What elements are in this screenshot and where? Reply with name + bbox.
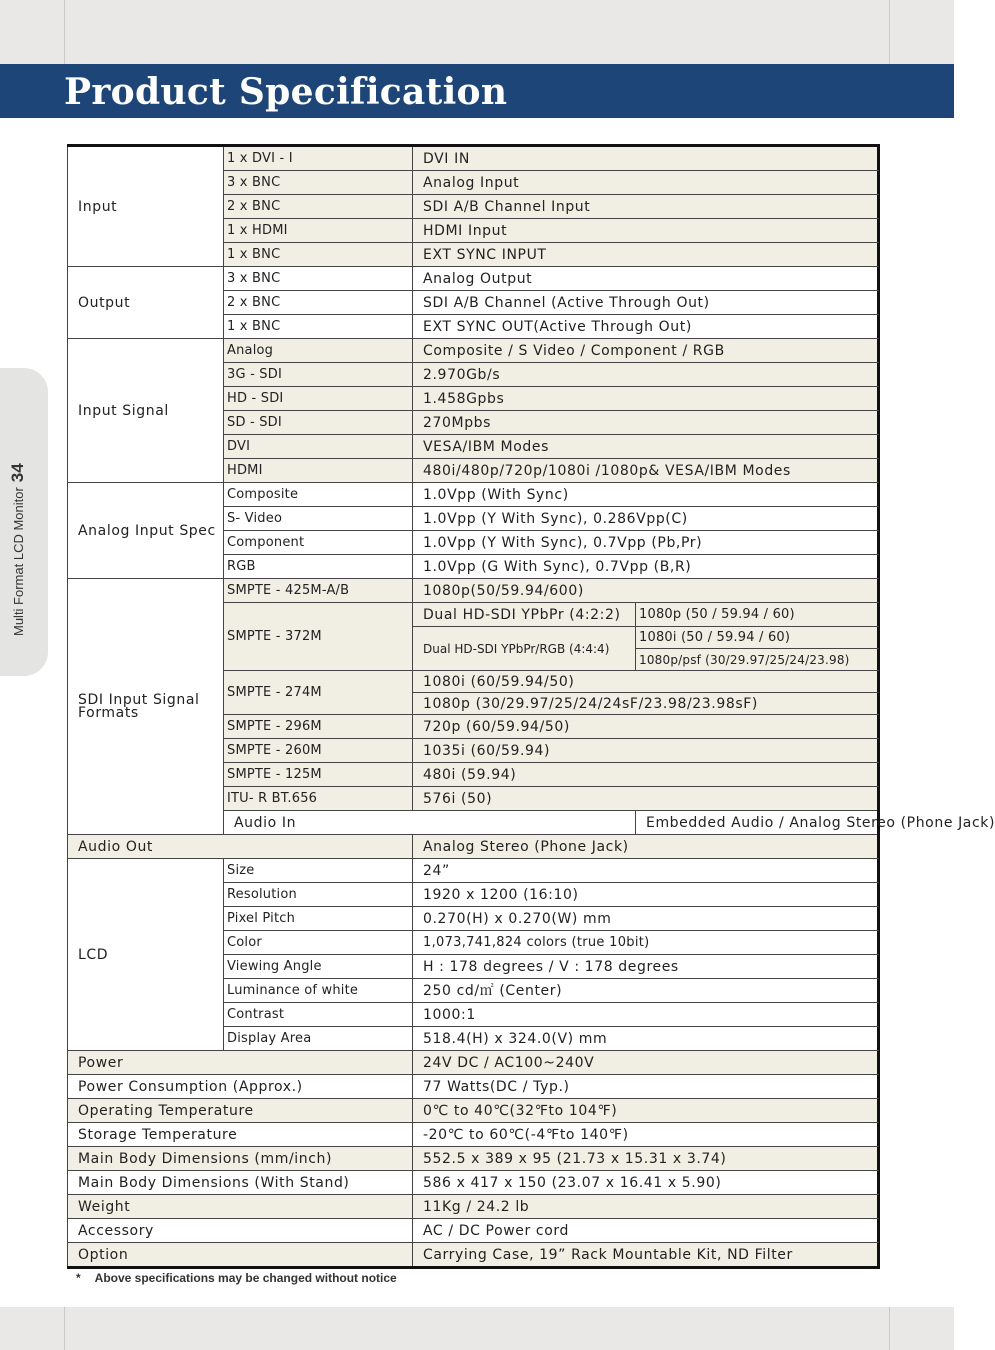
table-row bbox=[68, 146, 879, 171]
table-row bbox=[68, 1123, 879, 1147]
page-number: 34 bbox=[8, 463, 27, 483]
value-cell: 480i (59.94) bbox=[413, 763, 879, 787]
type-cell: RGB bbox=[224, 555, 413, 579]
footnote bbox=[76, 1271, 397, 1285]
bottom-margin-line-right bbox=[889, 1307, 890, 1350]
std-cell: SMPTE - 425M-A/B bbox=[224, 579, 413, 603]
port-cell: 1 x HDMI bbox=[224, 219, 413, 243]
desc-cell: HDMI Input bbox=[413, 219, 879, 243]
side-tab-label bbox=[8, 463, 28, 636]
lcd-value: 0.270(H) x 0.270(W) mm bbox=[413, 907, 879, 931]
misc-label: Option bbox=[68, 1243, 413, 1268]
title-bar bbox=[0, 64, 954, 118]
std-cell: SMPTE - 274M bbox=[224, 671, 413, 715]
top-margin-line-left bbox=[64, 0, 65, 64]
value-cell: 1.458Gpbs bbox=[413, 387, 879, 411]
value-cell: 720p (60/59.94/50) bbox=[413, 715, 879, 739]
port-cell: 3 x BNC bbox=[224, 171, 413, 195]
product-name: Multi Format LCD Monitor bbox=[11, 487, 26, 636]
lcd-value: 1920 x 1200 (16:10) bbox=[413, 883, 879, 907]
misc-label: Main Body Dimensions (mm/inch) bbox=[68, 1147, 413, 1171]
group-label-analog-input-spec: Analog Input Spec bbox=[68, 483, 224, 579]
type-cell: DVI bbox=[224, 435, 413, 459]
desc-cell: EXT SYNC INPUT bbox=[413, 243, 879, 267]
type-cell: S- Video bbox=[224, 507, 413, 531]
desc-cell: SDI A/B Channel (Active Through Out) bbox=[413, 291, 879, 315]
value-cell: 576i (50) bbox=[413, 787, 879, 811]
bottom-band bbox=[0, 1307, 954, 1350]
misc-value: 552.5 x 389 x 95 (21.73 x 15.31 x 3.74) bbox=[413, 1147, 879, 1171]
lcd-value: 518.4(H) x 324.0(V) mm bbox=[413, 1027, 879, 1051]
lcd-item: Resolution bbox=[224, 883, 413, 907]
value-cell: 1080p(50/59.94/600) bbox=[413, 579, 879, 603]
misc-value: -20℃ to 60℃(-4℉to 140℉) bbox=[413, 1123, 879, 1147]
table-row bbox=[68, 267, 879, 291]
value-cell: 1080p (30/29.97/25/24/24sF/23.98/23.98sF) bbox=[413, 693, 879, 715]
format-cell: 1080p (50 / 59.94 / 60) bbox=[636, 603, 879, 627]
audio-out-label: Audio Out bbox=[68, 835, 413, 859]
value-cell: 1.0Vpp (With Sync) bbox=[413, 483, 879, 507]
lcd-item: Contrast bbox=[224, 1003, 413, 1027]
misc-value: 586 x 417 x 150 (23.07 x 16.41 x 5.90) bbox=[413, 1171, 879, 1195]
top-margin-line-right bbox=[889, 0, 890, 64]
port-cell: 3 x BNC bbox=[224, 267, 413, 291]
lcd-value: 1,073,741,824 colors (true 10bit) bbox=[413, 931, 879, 955]
footnote-text: Above specifications may be changed without notice bbox=[94, 1271, 397, 1285]
value-cell: 1.0Vpp (G With Sync), 0.7Vpp (B,R) bbox=[413, 555, 879, 579]
misc-value: Carrying Case, 19” Rack Mountable Kit, ND Filter bbox=[413, 1243, 879, 1268]
lcd-item: Luminance of white bbox=[224, 979, 413, 1003]
port-cell: 2 x BNC bbox=[224, 291, 413, 315]
table-row bbox=[68, 1051, 879, 1075]
type-cell: Composite bbox=[224, 483, 413, 507]
table-row bbox=[68, 1147, 879, 1171]
type-cell: Component bbox=[224, 531, 413, 555]
misc-label: Operating Temperature bbox=[68, 1099, 413, 1123]
group-label-input-signal: Input Signal bbox=[68, 339, 224, 483]
footnote-asterisk: * bbox=[76, 1271, 81, 1285]
misc-value: 11Kg / 24.2 lb bbox=[413, 1195, 879, 1219]
std-cell: SMPTE - 372M bbox=[224, 603, 413, 671]
value-cell: 1080i (60/59.94/50) bbox=[413, 671, 879, 693]
misc-label: Main Body Dimensions (With Stand) bbox=[68, 1171, 413, 1195]
type-cell: HDMI bbox=[224, 459, 413, 483]
lcd-item: Color bbox=[224, 931, 413, 955]
table-row bbox=[68, 1171, 879, 1195]
table-row bbox=[68, 1219, 879, 1243]
misc-value: AC / DC Power cord bbox=[413, 1219, 879, 1243]
table-row bbox=[68, 1075, 879, 1099]
port-cell: 2 x BNC bbox=[224, 195, 413, 219]
sdi-formats-label: SDI Input Signal Formats bbox=[78, 691, 200, 721]
format-cell: 1080i (50 / 59.94 / 60) bbox=[636, 627, 879, 649]
std-cell: SMPTE - 296M bbox=[224, 715, 413, 739]
page-title: Product Specification bbox=[64, 71, 508, 113]
table-row bbox=[68, 1099, 879, 1123]
type-cell: HD - SDI bbox=[224, 387, 413, 411]
value-cell: 1.0Vpp (Y With Sync), 0.286Vpp(C) bbox=[413, 507, 879, 531]
table-row bbox=[68, 835, 879, 859]
std-cell: ITU- R BT.656 bbox=[224, 787, 413, 811]
lcd-value: 250 cd/㎡ (Center) bbox=[413, 979, 879, 1003]
lcd-value: 1000:1 bbox=[413, 1003, 879, 1027]
table-row bbox=[68, 579, 879, 603]
table-row bbox=[68, 1243, 879, 1268]
misc-value: 24V DC / AC100~240V bbox=[413, 1051, 879, 1075]
spec-table bbox=[67, 144, 995, 1269]
lcd-item: Viewing Angle bbox=[224, 955, 413, 979]
lcd-value: 24” bbox=[413, 859, 879, 883]
value-cell: 1.0Vpp (Y With Sync), 0.7Vpp (Pb,Pr) bbox=[413, 531, 879, 555]
dual-ypbpr-cell: Dual HD-SDI YPbPr (4:2:2) bbox=[413, 603, 636, 627]
group-label-sdi-formats bbox=[68, 579, 224, 835]
type-cell: Analog bbox=[224, 339, 413, 363]
misc-label: Weight bbox=[68, 1195, 413, 1219]
misc-value: 77 Watts(DC / Typ.) bbox=[413, 1075, 879, 1099]
bottom-margin-line-left bbox=[64, 1307, 65, 1350]
value-cell: 480i/480p/720p/1080i /1080p& VESA/IBM Modes bbox=[413, 459, 879, 483]
misc-label: Power Consumption (Approx.) bbox=[68, 1075, 413, 1099]
type-cell: SD - SDI bbox=[224, 411, 413, 435]
value-cell: 2.970Gb/s bbox=[413, 363, 879, 387]
top-band bbox=[0, 0, 954, 64]
desc-cell: Analog Output bbox=[413, 267, 879, 291]
port-cell: 1 x BNC bbox=[224, 243, 413, 267]
value-cell: 270Mpbs bbox=[413, 411, 879, 435]
port-cell: 1 x DVI - I bbox=[224, 146, 413, 171]
desc-cell: SDI A/B Channel Input bbox=[413, 195, 879, 219]
desc-cell: EXT SYNC OUT(Active Through Out) bbox=[413, 315, 879, 339]
lcd-value: H : 178 degrees / V : 178 degrees bbox=[413, 955, 879, 979]
group-label-lcd: LCD bbox=[68, 859, 224, 1051]
desc-cell: DVI IN bbox=[413, 146, 879, 171]
audio-in-value: Embedded Audio / Analog Stereo (Phone Jack) bbox=[636, 811, 879, 835]
value-cell: Composite / S Video / Component / RGB bbox=[413, 339, 879, 363]
port-cell: 1 x BNC bbox=[224, 315, 413, 339]
format-cell: 1080p/psf (30/29.97/25/24/23.98) bbox=[636, 649, 879, 671]
table-row bbox=[68, 859, 879, 883]
desc-cell: Analog Input bbox=[413, 171, 879, 195]
std-cell: SMPTE - 125M bbox=[224, 763, 413, 787]
lcd-item: Pixel Pitch bbox=[224, 907, 413, 931]
lcd-item: Display Area bbox=[224, 1027, 413, 1051]
table-row bbox=[68, 1195, 879, 1219]
table-row bbox=[68, 483, 879, 507]
value-cell: VESA/IBM Modes bbox=[413, 435, 879, 459]
misc-value: 0℃ to 40℃(32℉to 104℉) bbox=[413, 1099, 879, 1123]
audio-out-value: Analog Stereo (Phone Jack) bbox=[413, 835, 879, 859]
value-cell: 1035i (60/59.94) bbox=[413, 739, 879, 763]
group-label-input: Input bbox=[68, 146, 224, 267]
misc-label: Storage Temperature bbox=[68, 1123, 413, 1147]
lcd-item: Size bbox=[224, 859, 413, 883]
type-cell: 3G - SDI bbox=[224, 363, 413, 387]
table-row bbox=[68, 339, 879, 363]
group-label-output: Output bbox=[68, 267, 224, 339]
misc-label: Power bbox=[68, 1051, 413, 1075]
audio-in-label: Audio In bbox=[224, 811, 636, 835]
misc-label: Accessory bbox=[68, 1219, 413, 1243]
dual-rgb-cell: Dual HD-SDI YPbPr/RGB (4:4:4) bbox=[413, 627, 636, 671]
std-cell: SMPTE - 260M bbox=[224, 739, 413, 763]
